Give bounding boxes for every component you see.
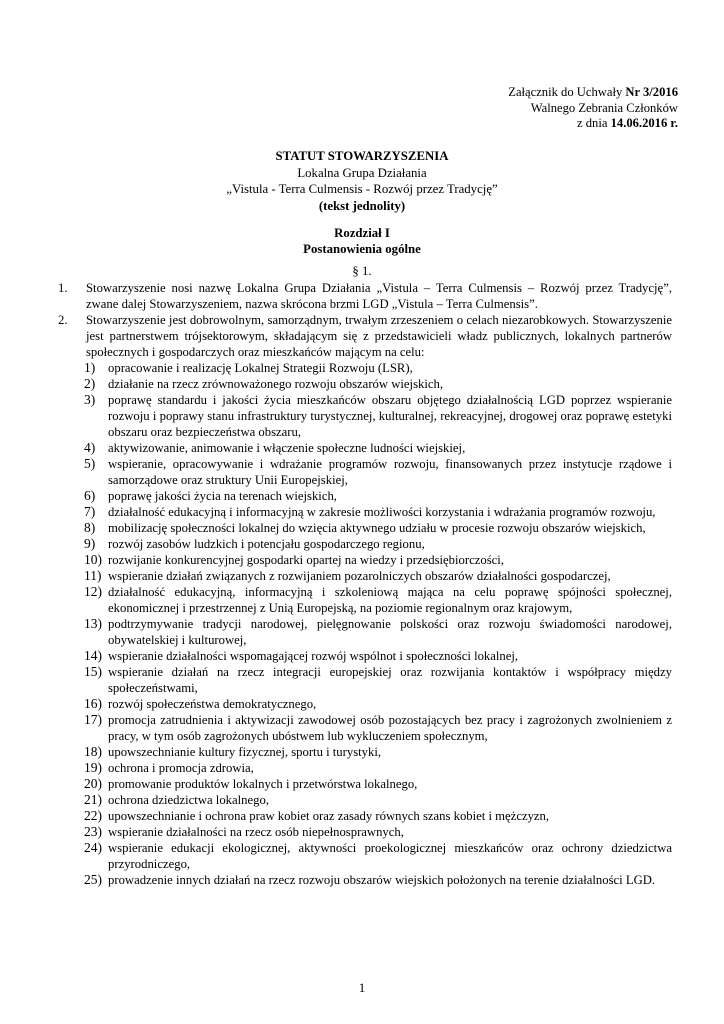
annex-line-2: Walnego Zebrania Członków: [530, 100, 678, 115]
list-item-number: 21): [84, 792, 102, 807]
list-item-text: działanie na rzecz zrównoważonego rozwoju obszarów wiejskich,: [108, 377, 444, 391]
list-item-text: upowszechnianie i ochrona praw kobiet oraz zasady równych szans kobiet i mężczyzn,: [108, 809, 550, 823]
list-item-text: prowadzenie innych działań na rzecz rozwoju obszarów wiejskich położonych na terenie działalności LGD.: [108, 873, 656, 887]
list-item: [84, 568, 672, 584]
list-item-number: 8): [84, 520, 96, 535]
list-item-number: 3): [84, 392, 96, 407]
list-item-text: wspieranie, opracowywanie i wdrażanie programów rozwoju, finansowanych przez instytucje rządowe i samorządowe oraz struktury Unii Europejskiej,: [108, 457, 672, 487]
list-item-text: rozwijanie konkurencyjnej gospodarki opartej na wiedzy i przedsiębiorczości,: [108, 553, 504, 567]
list-item-number: 20): [84, 776, 102, 791]
list-item-text: rozwój zasobów ludzkich i potencjału gospodarczego regionu,: [108, 537, 425, 551]
chapter-heading: [0, 225, 724, 257]
list-item-text: rozwój społeczeństwa demokratycznego,: [108, 697, 317, 711]
title-line-2: Lokalna Grupa Działania: [297, 165, 427, 180]
list-item: [84, 840, 672, 872]
list-item-number: 1): [84, 360, 96, 375]
list-item-text: opracowanie i realizację Lokalnej Strategii Rozwoju (LSR),: [108, 361, 413, 375]
list-item: [84, 552, 672, 568]
list-item-text: wspieranie edukacji ekologicznej, aktywności proekologicznej mieszkańców oraz ochrony dziedzictwa przyrodniczego,: [108, 841, 672, 871]
list-item: [84, 776, 672, 792]
list-item: [84, 696, 672, 712]
list-item: [84, 536, 672, 552]
list-item-text: promowanie produktów lokalnych i przetwórstwa lokalnego,: [108, 777, 418, 791]
list-item-number: 12): [84, 584, 102, 599]
list-item-text: podtrzymywanie tradycji narodowej, pielęgnowanie polskości oraz rozwoju świadomości narodowej, obywatelskiej i kulturowej,: [108, 617, 672, 647]
chapter-subtitle: Postanowienia ogólne: [303, 242, 421, 256]
list-item-number: 15): [84, 664, 102, 679]
list-item-number: 13): [84, 616, 102, 631]
list-item-text: wspieranie działań związanych z rozwijaniem pozarolniczych obszarów działalności gospodarczej,: [108, 569, 611, 583]
list-item: [84, 792, 672, 808]
list-item-number: 6): [84, 488, 96, 503]
list-item-text: wspieranie działalności na rzecz osób niepełnosprawnych,: [108, 825, 404, 839]
document-body: [58, 280, 672, 888]
annex-line-1: Załącznik do Uchwały Nr 3/2016: [508, 85, 678, 99]
point-2: 2. Stowarzyszenie jest dobrowolnym, samorządnym, trwałym zrzeszeniem o celach niezarobkowych. Stowarzyszenie jest partnerstwem trójsektorowym, składającym się z przedstawicieli władz publicznych, lokalnych partnerów społecznych i gospodarczych oraz mieszkańców mającym na celu:: [58, 313, 672, 359]
list-item-number: 11): [84, 568, 102, 583]
chapter-name: Rozdział I: [334, 226, 390, 240]
list-item: [84, 824, 672, 840]
list-item-number: 18): [84, 744, 102, 759]
list-item: [84, 808, 672, 824]
title-line-4: (tekst jednolity): [318, 198, 406, 213]
subpoint-list: [58, 360, 672, 888]
list-item-text: mobilizację społeczności lokalnej do wzięcia aktywnego udziału w procesie rozwoju obszarów wiejskich,: [108, 521, 646, 535]
title-main: STATUT STOWARZYSZENIA: [275, 149, 449, 163]
list-item-text: ochrona i promocja zdrowia,: [108, 761, 254, 775]
list-item-number: 14): [84, 648, 102, 663]
title-line-3: „Vistula - Terra Culmensis - Rozwój przez Tradycję”: [226, 182, 498, 197]
annex-line-3: z dnia 14.06.2016 r.: [577, 116, 678, 130]
list-item-number: 4): [84, 440, 96, 455]
list-item-number: 5): [84, 456, 96, 471]
list-item-text: wspieranie działań na rzecz integracji europejskiej oraz rozwijania kontaktów i współpracy między społeczeństwami,: [108, 665, 672, 695]
list-item-text: upowszechnianie kultury fizycznej, sportu i turystyki,: [108, 745, 382, 759]
list-item-number: 19): [84, 760, 102, 775]
list-item: [84, 456, 672, 488]
list-item-text: działalność edukacyjną i informacyjną w zakresie możliwości korzystania i wdrażania programów rozwoju,: [108, 505, 656, 519]
list-item: [84, 392, 672, 440]
list-item-number: 25): [84, 872, 102, 887]
list-item: [84, 616, 672, 648]
list-item-text: aktywizowanie, animowanie i włączenie społeczne ludności wiejskiej,: [108, 441, 466, 455]
list-item: [84, 872, 672, 888]
list-item: [84, 712, 672, 744]
list-item: [84, 376, 672, 392]
list-item-number: 17): [84, 712, 102, 727]
list-item-text: poprawę jakości życia na terenach wiejskich,: [108, 489, 337, 503]
list-item-text: działalność edukacyjną, informacyjną i szkoleniową mająca na celu poprawę spójności społecznej, ekonomicznej i przestrzennej z Unią Europejską, na poziomie regionalnym oraz krajowym,: [108, 585, 672, 615]
list-item-number: 2): [84, 376, 96, 391]
list-item: [84, 360, 672, 376]
list-item: [84, 760, 672, 776]
list-item: [84, 488, 672, 504]
list-item-number: 22): [84, 808, 102, 823]
list-item: [84, 440, 672, 456]
list-item-number: 24): [84, 840, 102, 855]
list-item-text: ochrona dziedzictwa lokalnego,: [108, 793, 269, 807]
page-number: 1: [358, 980, 366, 995]
list-item-number: 9): [84, 536, 96, 551]
list-item: [84, 504, 672, 520]
list-item-number: 10): [84, 552, 102, 567]
list-item-number: 7): [84, 504, 96, 519]
list-item: [84, 744, 672, 760]
list-item-number: 16): [84, 696, 102, 711]
list-item-text: promocja zatrudnienia i aktywizacji zawodowej osób pozostających bez pracy i zagrożonych zwolnieniem z pracy, w tym osób zagrożonych ubóstwem lub wykluczeniem społecznym,: [108, 713, 672, 743]
document-title: [0, 148, 724, 214]
list-item-text: wspieranie działalności wspomagającej rozwój wspólnot i społeczności lokalnej,: [108, 649, 519, 663]
list-item: [84, 648, 672, 664]
section-mark: § 1.: [352, 264, 372, 278]
list-item-text: poprawę standardu i jakości życia mieszkańców obszaru objętego działalnością LGD poprzez wspieranie rozwoju i poprawy stanu infrastruktury turystycznej, kulturalnej, rekreacyjnej, drogowej oraz poprawę estetyki obszaru oraz bezpieczeństwa obszaru,: [108, 393, 672, 439]
annex-header: [508, 85, 678, 132]
list-item: [84, 520, 672, 536]
list-item: [84, 584, 672, 616]
point-1: 1. Stowarzyszenie nosi nazwę Lokalna Grupa Działania „Vistula – Terra Culmensis – Rozwój przez Tradycję”, zwane dalej Stowarzyszeniem, nazwa skrócona brzmi LGD „Vistula – Terra Culmensis”.: [58, 281, 672, 311]
list-item-number: 23): [84, 824, 102, 839]
list-item: [84, 664, 672, 696]
